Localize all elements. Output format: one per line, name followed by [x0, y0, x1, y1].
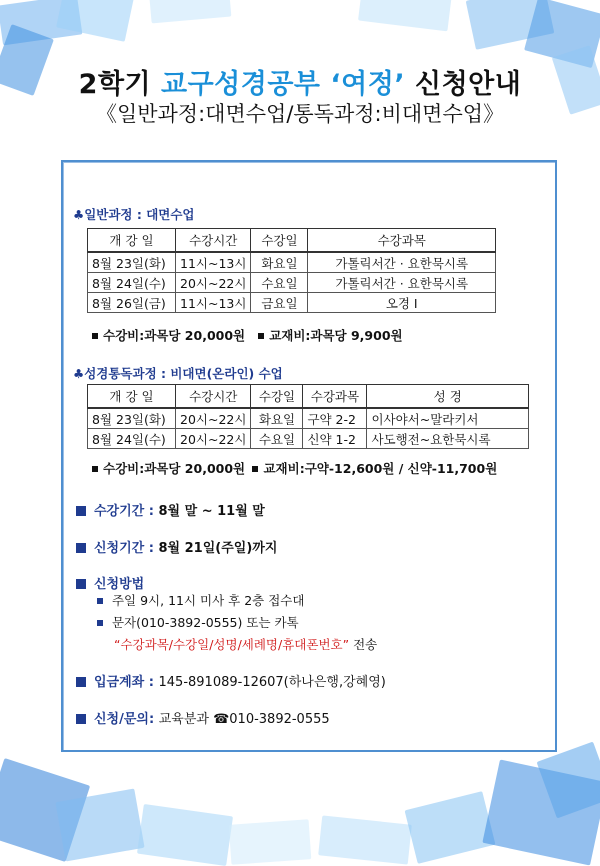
- bullet-square-icon: [92, 466, 98, 472]
- reading-schedule-table: [87, 384, 529, 449]
- page-title: 2학기 교구성경공부 ‘여정’ 신청안내: [78, 69, 522, 100]
- method-item-1: 주일 9시, 11시 미사 후 2층 접수대: [97, 591, 304, 609]
- bank-account: 입금계좌 : 145-891089-12607(하나은행,강혜영): [76, 671, 386, 690]
- col-bible: 성 경: [367, 385, 529, 409]
- bullet-square-icon: [76, 579, 86, 589]
- col-subject: 수강과목: [303, 385, 367, 409]
- application-period: 신청기간 : 8월 21일(주일)까지: [76, 537, 277, 556]
- general-schedule-table: [87, 228, 496, 313]
- general-course-heading: ♣일반과정 : 대면수업: [73, 207, 195, 222]
- general-fee-line: 수강비:과목당 20,000원 교재비:과목당 9,900원: [92, 326, 403, 344]
- reading-fee-line: 수강비:과목당 20,000원 교재비:구약-12,600원 / 신약-11,700원: [92, 459, 497, 477]
- bullet-square-icon: [92, 333, 98, 339]
- method-item-3: “수강과목/수강일/성명/세례명/휴대폰번호” 전송: [114, 637, 378, 652]
- bullet-square-icon: [76, 714, 86, 724]
- col-start-date: 개 강 일: [88, 229, 176, 253]
- contact: 신청/문의: 교육분과 ☎010-3892-0555: [76, 708, 330, 727]
- bullet-square-icon: [258, 333, 264, 339]
- application-method: 신청방법: [76, 573, 144, 592]
- page-subtitle: 《일반과정:대면수업/통독과정:비대면수업》: [95, 102, 505, 126]
- bullet-square-icon: [76, 506, 86, 516]
- table-row: 8월 23일(화) 11시~13시 화요일 가톨릭서간 · 요한묵시록: [88, 252, 496, 273]
- table-row: 8월 26일(금) 11시~13시 금요일 오경 I: [88, 293, 496, 313]
- decorative-mosaic-top: [0, 0, 600, 60]
- col-time: 수강시간: [176, 385, 251, 409]
- decorative-mosaic-bottom: [0, 750, 600, 849]
- bullet-square-icon: [76, 543, 86, 553]
- col-subject: 수강과목: [308, 229, 496, 253]
- table-row: 8월 24일(수) 20시~22시 수요일 신약 1-2 사도행전~요한묵시록: [88, 429, 529, 449]
- title-highlight: 교구성경공부 ‘여정’: [161, 69, 406, 100]
- col-start-date: 개 강 일: [88, 385, 176, 409]
- bullet-square-icon: [76, 677, 86, 687]
- reading-course-heading: ♣성경통독과정 : 비대면(온라인) 수업: [73, 366, 283, 381]
- course-period: 수강기간 : 8월 말 ~ 11월 말: [76, 500, 265, 519]
- col-day: 수강일: [251, 229, 308, 253]
- table-row: 8월 24일(수) 20시~22시 수요일 가톨릭서간 · 요한묵시록: [88, 273, 496, 293]
- bullet-square-icon: [97, 620, 103, 626]
- sms-format: “수강과목/수강일/성명/세례명/휴대폰번호”: [114, 637, 350, 652]
- bullet-square-icon: [252, 466, 258, 472]
- col-day: 수강일: [251, 385, 303, 409]
- method-item-2: 문자(010-3892-0555) 또는 카톡: [97, 613, 299, 631]
- bullet-square-icon: [97, 598, 103, 604]
- table-row: 8월 23일(화) 20시~22시 화요일 구약 2-2 이사야서~말라키서: [88, 408, 529, 429]
- col-time: 수강시간: [176, 229, 251, 253]
